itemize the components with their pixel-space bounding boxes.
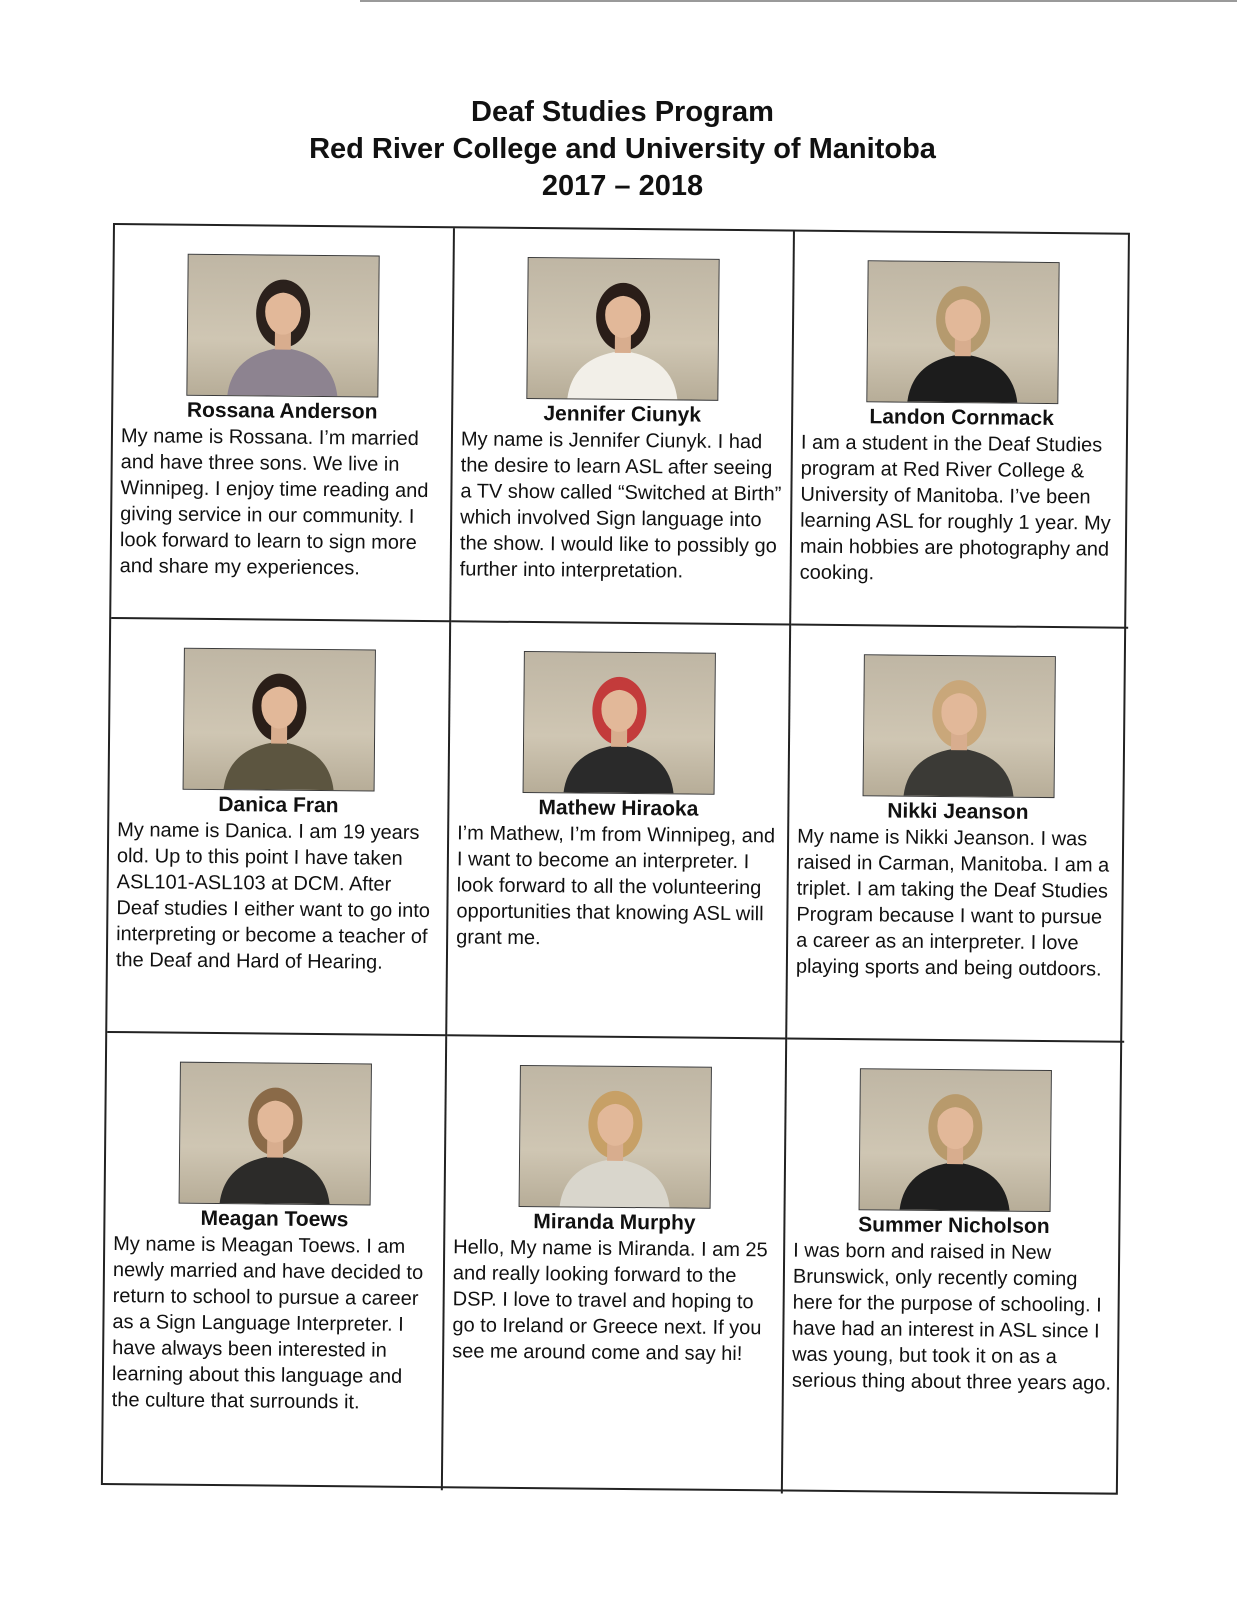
student-name: Nikki Jeanson xyxy=(887,799,1029,824)
student-bio: I was born and raised in New Brunswick, only recently coming here for the purpose of schooling. I have had an interest in ASL since I was young, but took it on as a serious thing about three years ago. xyxy=(791,1239,1112,1395)
student-photo xyxy=(186,254,379,398)
student-bio: Hello, My name is Miranda. I am 25 and really looking forward to the DSP. I love to travel and hoping to go to Ireland or Greece next. If you see me around come and say hi! xyxy=(452,1236,768,1366)
student-card xyxy=(791,232,1132,629)
student-name: Mathew Hiraoka xyxy=(538,796,699,821)
student-name: Danica Fran xyxy=(218,793,339,818)
shirt-shape xyxy=(904,748,1014,797)
portrait-graphic xyxy=(864,655,1055,797)
student-name: Landon Cornmack xyxy=(869,405,1054,431)
student-card xyxy=(787,626,1128,1043)
student-card xyxy=(107,619,451,1036)
student-bio: My name is Jennifer Ciunyk. I had the desire to learn ASL after seeing a TV show called “Switched at Birth” which involved Sign language into the show. I would like to possibly go further into interpretation. xyxy=(459,428,782,583)
student-card xyxy=(783,1040,1124,1497)
shirt-shape xyxy=(564,744,674,793)
program-title: Deaf Studies Program xyxy=(471,96,774,128)
student-card xyxy=(111,225,455,622)
student-name: Meagan Toews xyxy=(200,1206,349,1232)
shirt-shape xyxy=(900,1162,1010,1211)
student-card xyxy=(451,228,795,625)
shirt-shape xyxy=(560,1158,670,1207)
shirt-shape xyxy=(567,350,677,399)
student-name: Miranda Murphy xyxy=(533,1210,696,1235)
year-range: 2017 – 2018 xyxy=(541,170,704,202)
student-photo xyxy=(866,260,1059,404)
student-name: Summer Nicholson xyxy=(858,1213,1050,1239)
shirt-shape xyxy=(224,741,334,790)
student-card xyxy=(447,622,791,1039)
student-name: Rossana Anderson xyxy=(186,398,378,424)
student-bio: I am a student in the Deaf Studies program at Red River College & University of Manitoba. I’ve been learning ASL for roughly 1 year. My main hobbies are photography and cooking. xyxy=(799,431,1111,585)
student-photo xyxy=(179,1062,372,1206)
student-name: Jennifer Ciunyk xyxy=(543,402,702,427)
student-bio: My name is Meagan Toews. I am newly married and have decided to return to school to pursue a career as a Sign Language Interpreter. I have always been interested in learning about this language and the culture that surrounds it. xyxy=(111,1233,424,1414)
portrait-graphic xyxy=(527,258,718,400)
student-photo xyxy=(526,257,719,401)
student-bio: I’m Mathew, I’m from Winnipeg, and I want to become an interpreter. I look forward to all the volunteering opportunities that knowing ASL will grant me. xyxy=(456,822,776,950)
shirt-shape xyxy=(227,347,337,396)
student-photo xyxy=(519,1065,712,1209)
student-photo xyxy=(523,651,716,795)
student-bio: My name is Rossana. I’m married and have three sons. We live in Winnipeg. I enjoy time reading and giving service in our community. I look forward to learn to sign more and share my experiences. xyxy=(119,425,429,580)
portrait-graphic xyxy=(187,255,378,397)
student-bio: My name is Danica. I am 19 years old. Up to this point I have taken ASL101-ASL103 at DCM. After Deaf studies I either want to go into interpreting or become a teacher of the Deaf and Hard of Hearing. xyxy=(115,819,431,974)
student-card xyxy=(443,1036,787,1493)
student-bio: My name is Nikki Jeanson. I was raised in Carman, Manitoba. I am a triplet. I am taking the Deaf Studies Program because I want to pursue a career as an interpreter. I love playing sports and being outdoors. xyxy=(795,825,1110,981)
shirt-shape xyxy=(220,1155,330,1204)
student-photo xyxy=(859,1068,1052,1212)
student-photo xyxy=(183,648,376,792)
portrait-graphic xyxy=(867,261,1058,403)
institution-title: Red River College and University of Manitoba xyxy=(309,133,936,165)
portrait-graphic xyxy=(180,1063,371,1205)
student-card xyxy=(103,1033,447,1490)
portrait-graphic xyxy=(520,1066,711,1208)
page-edge-line xyxy=(360,0,1237,2)
student-grid xyxy=(101,223,1130,1495)
portrait-graphic xyxy=(860,1069,1051,1211)
shirt-shape xyxy=(907,354,1017,403)
page-header xyxy=(0,94,1237,205)
portrait-graphic xyxy=(524,652,715,794)
portrait-graphic xyxy=(184,649,375,791)
student-photo xyxy=(863,654,1056,798)
